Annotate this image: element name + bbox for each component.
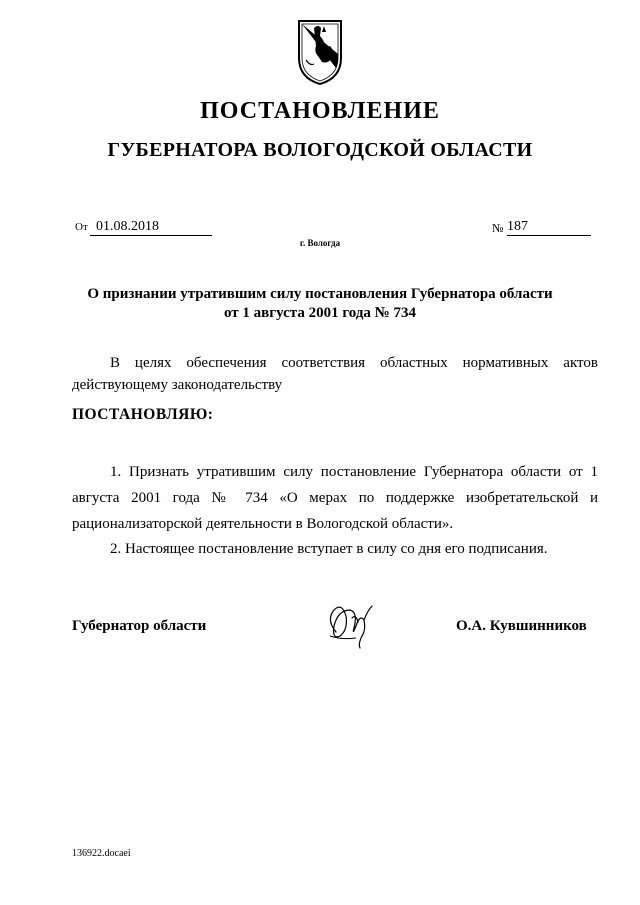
number-label: № — [492, 221, 504, 235]
document-subtitle: ГУБЕРНАТОРА ВОЛОГОДСКОЙ ОБЛАСТИ — [107, 139, 533, 161]
document-subject — [60, 285, 580, 323]
item-1-paragraph: 1. Признать утратившим силу постановление Губернатора области от 1 августа 2001 года № 734 «О мерах по поддержке изобретательской и рационализаторской деятельности в Вологодской области». — [72, 464, 598, 532]
number-value: 187 — [507, 219, 591, 236]
signature-icon — [322, 596, 378, 652]
subject-line-1: О признании утратившим силу постановления Губернатора области — [87, 286, 553, 302]
preamble-paragraph: В целях обеспечения соответствия областных нормативных актов действующему законодательству — [72, 355, 598, 393]
date-value: 01.08.2018 — [90, 219, 212, 236]
subject-line-2: от 1 августа 2001 года № 734 — [224, 305, 416, 321]
date-label: От — [75, 221, 88, 233]
document-title: ПОСТАНОВЛЕНИЕ — [200, 98, 440, 124]
item-2-paragraph: 2. Настоящее постановление вступает в силу со дня его подписания. — [110, 541, 548, 557]
decree-word: ПОСТАНОВЛЯЮ: — [72, 406, 214, 423]
coat-of-arms-icon — [296, 18, 344, 86]
signatory-name: О.А. Кувшинников — [456, 618, 587, 634]
file-name: 136922.docaei — [72, 848, 131, 859]
city: г. Вологда — [299, 238, 341, 248]
signatory-position: Губернатор области — [72, 618, 207, 634]
